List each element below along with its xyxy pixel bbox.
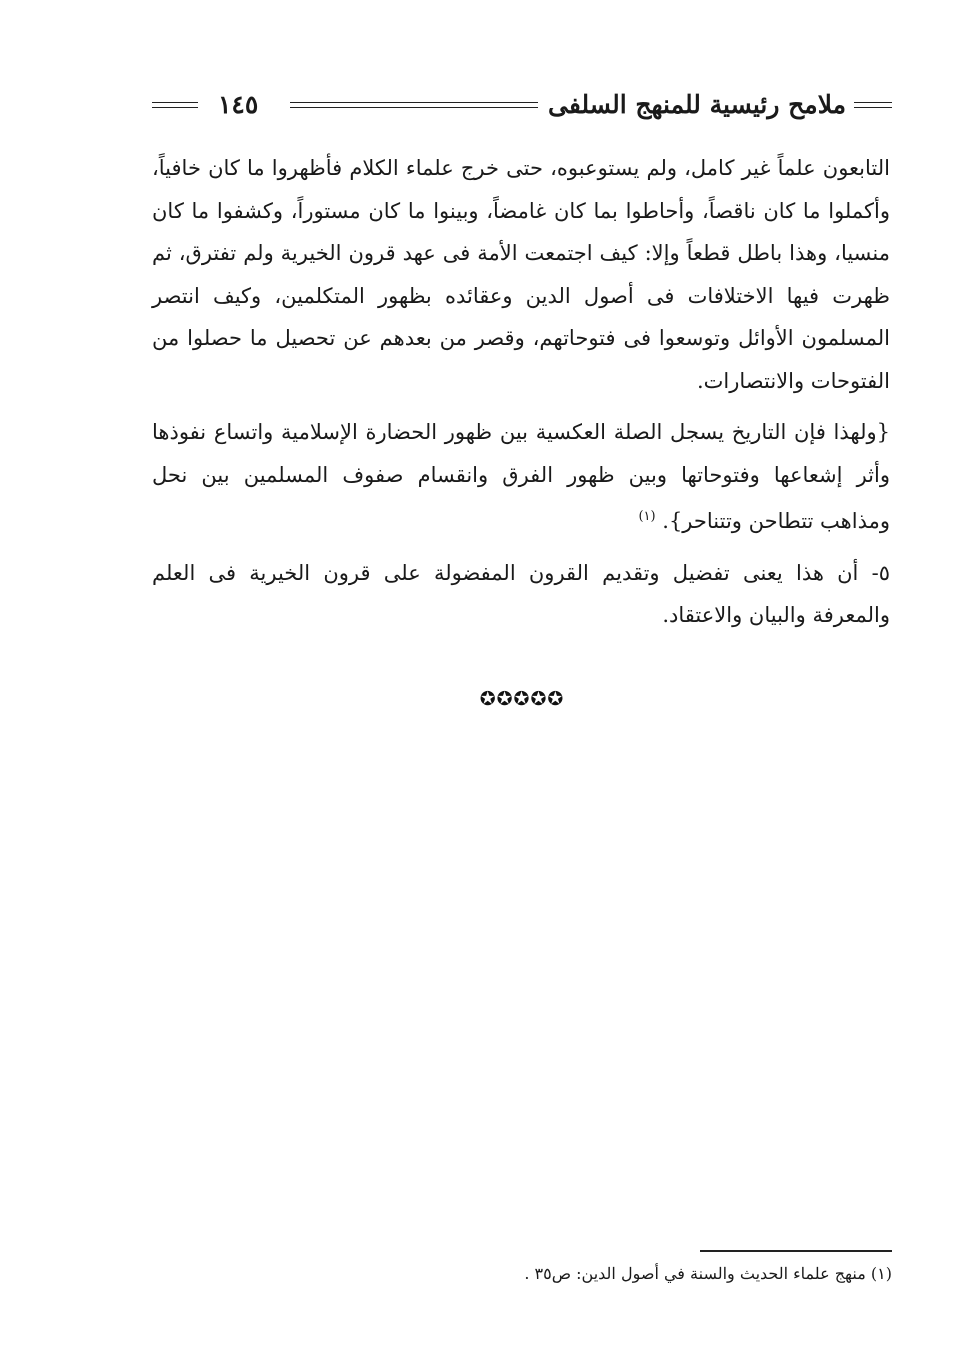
running-title: ملامح رئيسية للمنهج السلفى xyxy=(548,90,846,119)
footnote-rule xyxy=(700,1250,892,1252)
section-separator: ✪✪✪✪✪ xyxy=(479,688,565,710)
footnote-ref: (١) xyxy=(638,509,656,524)
paragraph-text: التابعون علماً غير كامل، ولم يستوعبوه، حتى خرج علماء الكلام فأظهروا ما كان خافياً، وأكملوا ما كان ناقصاً، وأحاطوا بما كان غامضاً، وبينوا ما كان مستوراً، وكشفوا ما كان منسيا، وهذا باطل قطعاً وإلا: كيف اجتمعت الأمة فى عهد قرون الخيرية ولم تفترق، ثم ظهرت فيها الاختلافات فى أصول الدين وعقائده بظهور المتكلمين، وكيف انتصر المسلمون الأوائل وتوسعوا فى فتوحاتهم، وقصر من بعدهم عن تحصيل ما حصلوا من الفتوحات والانتصارات. xyxy=(152,156,890,393)
footnote: (١) منهج علماء الحديث والسنة في أصول الدين: ص٣٥ . xyxy=(524,1264,892,1283)
page-header xyxy=(150,88,892,124)
paragraph-text: ٥- أن هذا يعنى تفضيل وتقديم القرون المفضولة على قرون الخيرية فى العلم والمعرفة والبيان والاعتقاد. xyxy=(152,560,890,627)
header-rule-left xyxy=(152,102,198,108)
body-text xyxy=(152,147,890,646)
paragraph-text: {ولهذا فإن التاريخ يسجل الصلة العكسية بين ظهور الحضارة الإسلامية واتساع نفوذها وأثر إشعاعها وفتوحاتها وبين ظهور الفرق وانقسام صفوف المسلمين بين نحل ومذاهب تتطاحن وتتناحر}. xyxy=(152,420,890,533)
page-number: ١٤٥ xyxy=(218,90,259,119)
paragraph xyxy=(152,411,890,543)
header-rule-middle xyxy=(290,102,538,108)
paragraph xyxy=(152,147,890,402)
paragraph xyxy=(152,552,890,637)
header-rule-right xyxy=(854,102,892,108)
